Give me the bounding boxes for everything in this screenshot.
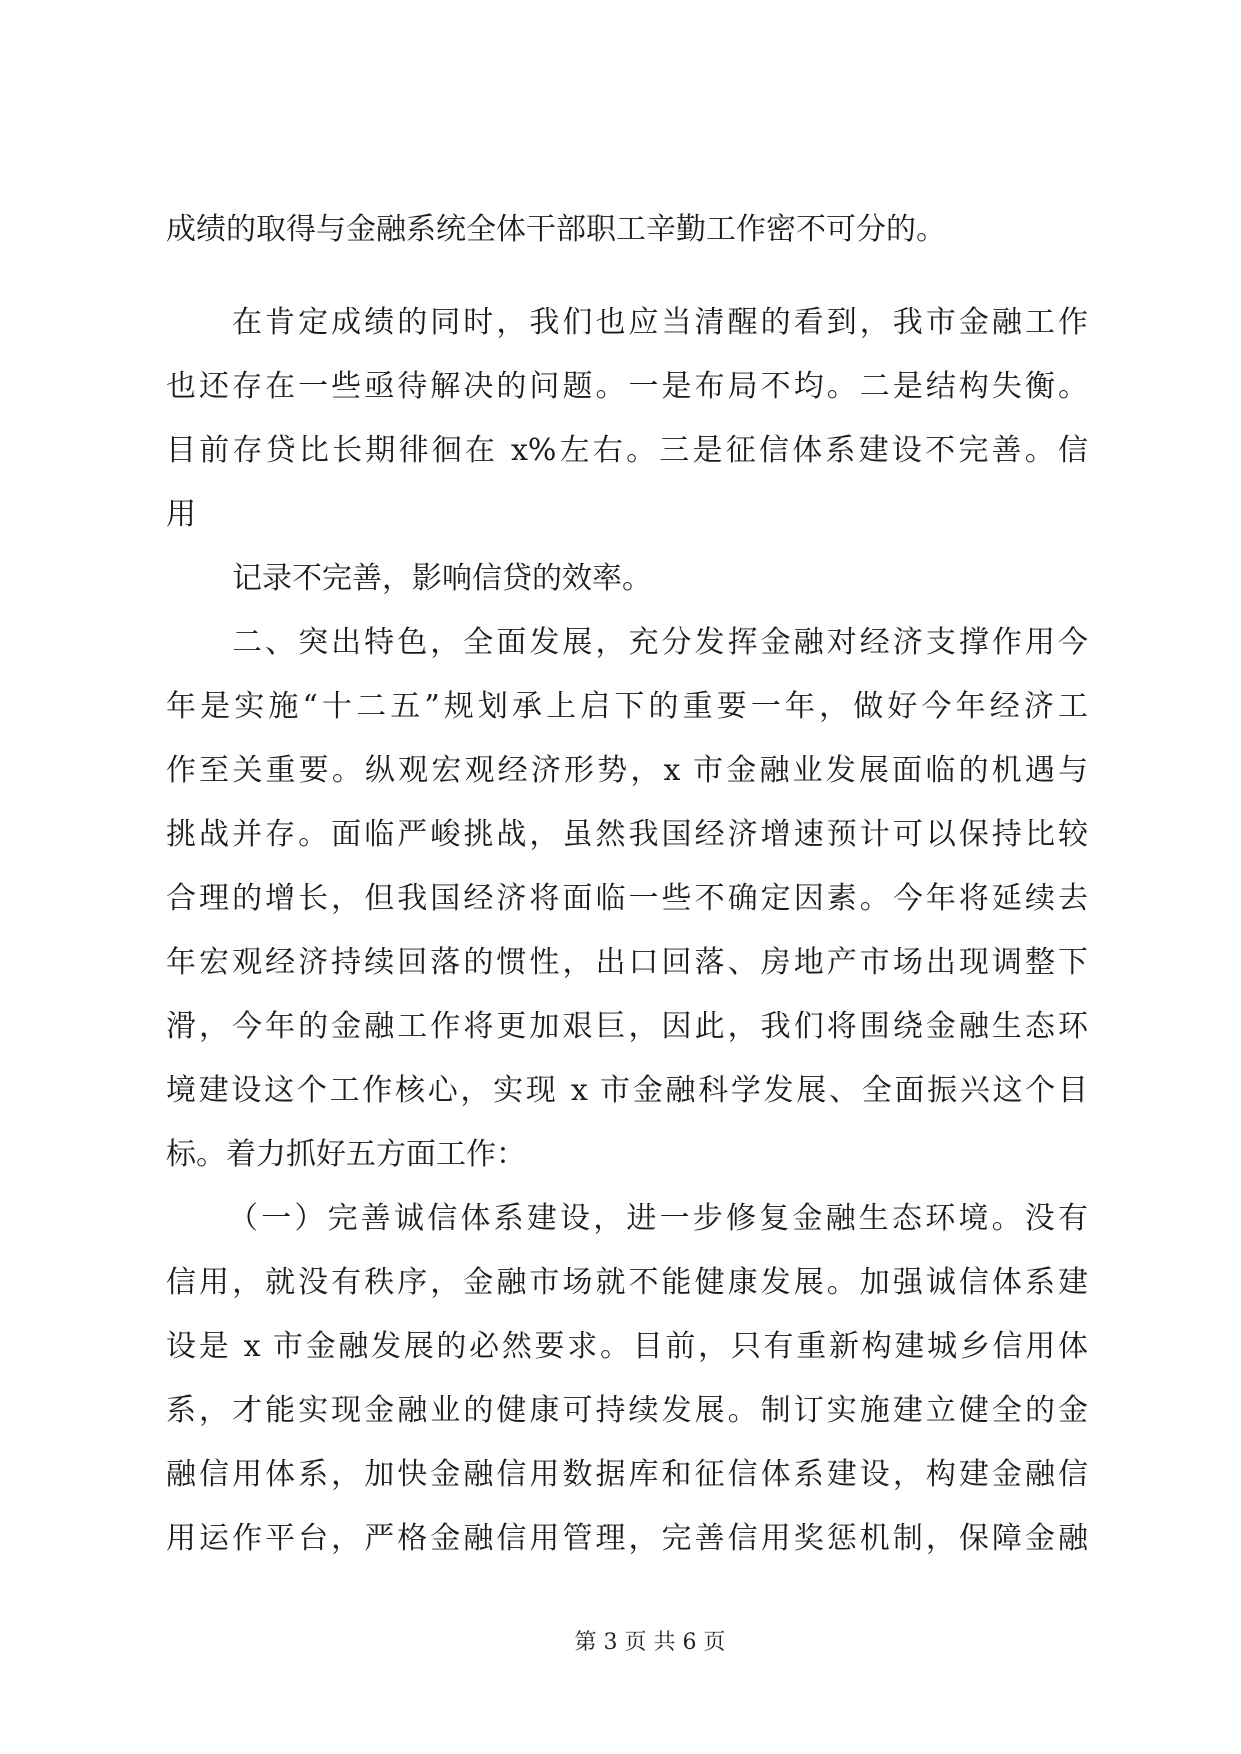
text-line: 设是 x 市金融发展的必然要求。目前，只有重新构建城乡信用体 <box>166 1329 1088 1364</box>
text-line: 用运作平台，严格金融信用管理，完善信用奖惩机制，保障金融 <box>166 1521 1088 1556</box>
subsection-heading-line: （一）完善诚信体系建设，进一步修复金融生态环境。没有 <box>228 1201 1088 1236</box>
paragraph <box>166 198 1088 262</box>
text-line: 系，才能实现金融业的健康可持续发展。制订实施建立健全的金 <box>166 1393 1088 1428</box>
text-line: 挑战并存。面临严峻挑战，虽然我国经济增速预计可以保持比较 <box>166 817 1088 852</box>
text-line: 在肯定成绩的同时，我们也应当清醒的看到，我市金融工作 <box>232 305 1088 340</box>
section-heading-line: 二、突出特色，全面发展，充分发挥金融对经济支撑作用今 <box>232 625 1088 660</box>
paragraph <box>166 291 1088 547</box>
paragraph <box>166 547 1088 611</box>
text-line: 记录不完善，影响信贷的效率。 <box>232 561 652 596</box>
paragraph <box>166 611 1088 1187</box>
document-body <box>166 198 1088 1571</box>
text-line: 滑，今年的金融工作将更加艰巨，因此，我们将围绕金融生态环 <box>166 1009 1088 1044</box>
text-line: 用 <box>166 497 196 532</box>
text-line: 年是实施“十二五”规划承上启下的重要一年，做好今年经济工 <box>166 689 1088 724</box>
text-line: 信用，就没有秩序，金融市场就不能健康发展。加强诚信体系建 <box>166 1265 1088 1300</box>
text-line: 境建设这个工作核心，实现 x 市金融科学发展、全面振兴这个目 <box>166 1073 1088 1108</box>
text-line: 年宏观经济持续回落的惯性，出口回落、房地产市场出现调整下 <box>166 945 1088 980</box>
text-line: 作至关重要。纵观宏观经济形势，x 市金融业发展面临的机遇与 <box>166 753 1088 788</box>
text-line: 标。着力抓好五方面工作： <box>166 1137 526 1172</box>
paragraph <box>166 1187 1088 1571</box>
text-line: 成绩的取得与金融系统全体干部职工辛勤工作密不可分的。 <box>166 212 946 247</box>
text-line: 合理的增长，但我国经济将面临一些不确定因素。今年将延续去 <box>166 881 1088 916</box>
text-line: 融信用体系，加快金融信用数据库和征信体系建设，构建金融信 <box>166 1457 1088 1492</box>
page-number-footer: 第 3 页 共 6 页 <box>574 1630 726 1655</box>
text-line: 也还存在一些亟待解决的问题。一是布局不均。二是结构失衡。 <box>166 369 1088 404</box>
text-line: 目前存贷比长期徘徊在 x%左右。三是征信体系建设不完善。信 <box>166 433 1088 468</box>
